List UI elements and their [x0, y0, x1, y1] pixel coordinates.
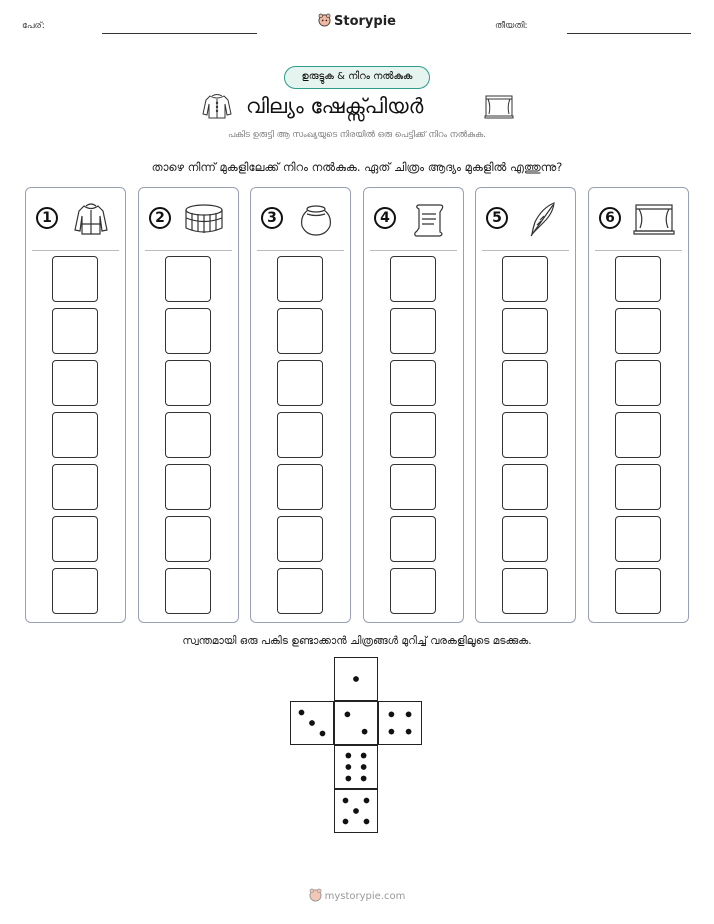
instruction: താഴെ നിന്ന് മുകളിലേക്ക് നിറം നൽകുക. ഏത് ചിത്രം ആദ്യം മുകളിൽ എത്തുന്നു? [151, 160, 563, 174]
color-box[interactable] [165, 516, 211, 562]
stage-curtain-icon [633, 200, 675, 238]
color-box[interactable] [615, 256, 661, 302]
color-box[interactable] [165, 464, 211, 510]
die-pip [320, 731, 326, 737]
die-pip [361, 764, 367, 770]
color-box[interactable] [52, 464, 98, 510]
color-box[interactable] [502, 412, 548, 458]
color-box[interactable] [165, 568, 211, 614]
column-4 [363, 187, 464, 623]
subtitle: പകിട ഉരുട്ടി ആ സംഖ്യയുടെ നിരയിൽ ഒരു പെട്ടിക്ക് നിറം നൽകുക. [228, 130, 486, 140]
color-box[interactable] [502, 568, 548, 614]
column-number: 6 [599, 207, 621, 229]
die-pip [299, 710, 305, 716]
quill-feather-icon [520, 200, 562, 238]
die-pips [335, 746, 377, 788]
die-pip [346, 776, 352, 782]
die-pip [406, 729, 412, 735]
die-face-3 [290, 701, 334, 745]
die-instruction: സ്വന്തമായി ഒരു പകിട ഉണ്ടാക്കാൻ ചിത്രങ്ങൾ മുറിച്ച് വരകളിലൂടെ മടക്കുക. [182, 635, 532, 647]
color-box[interactable] [502, 308, 548, 354]
die-pips [291, 702, 333, 744]
die-face-6 [334, 745, 378, 789]
color-box[interactable] [165, 256, 211, 302]
column-number: 4 [374, 207, 396, 229]
color-box[interactable] [165, 412, 211, 458]
name-line[interactable] [102, 33, 257, 34]
die-pip [364, 798, 370, 804]
storypie-mascot-icon [318, 13, 331, 27]
column-number: 1 [36, 207, 58, 229]
die-pip [361, 776, 367, 782]
color-box[interactable] [390, 412, 436, 458]
die-pip [406, 712, 412, 718]
column-divider [257, 250, 344, 251]
color-box[interactable] [52, 568, 98, 614]
ink-pot-icon [295, 200, 337, 238]
storypie-mascot-icon [309, 888, 322, 902]
color-box[interactable] [277, 464, 323, 510]
column-5 [475, 187, 576, 623]
die-pip [309, 720, 315, 726]
column-3 [250, 187, 351, 623]
color-box[interactable] [52, 516, 98, 562]
color-box[interactable] [390, 360, 436, 406]
die-pip [346, 753, 352, 759]
globe-theatre-icon [183, 200, 225, 238]
title-text: വില്യം ഷേക്സ്പിയർ [246, 94, 424, 118]
column-divider [370, 250, 457, 251]
color-box[interactable] [502, 256, 548, 302]
color-box[interactable] [277, 516, 323, 562]
die-face-4 [378, 701, 422, 745]
column-number: 5 [486, 207, 508, 229]
color-box[interactable] [615, 360, 661, 406]
footer-url[interactable]: mystorypie.com [324, 891, 406, 902]
die-pip [353, 676, 359, 682]
name-label: പേര്: [22, 21, 45, 31]
color-box[interactable] [277, 568, 323, 614]
color-box[interactable] [277, 308, 323, 354]
die-pip [353, 808, 359, 814]
brand-logo [0, 13, 714, 29]
die-face-2 [334, 701, 378, 745]
die-pip [345, 712, 351, 718]
color-box[interactable] [615, 464, 661, 510]
brand-name: Storypie [334, 14, 396, 29]
color-box[interactable] [615, 308, 661, 354]
color-box[interactable] [390, 516, 436, 562]
color-box[interactable] [390, 464, 436, 510]
color-box[interactable] [52, 256, 98, 302]
color-box[interactable] [615, 568, 661, 614]
column-divider [145, 250, 232, 251]
color-box[interactable] [52, 412, 98, 458]
color-box[interactable] [277, 256, 323, 302]
scroll-icon [408, 200, 450, 238]
column-1 [25, 187, 126, 623]
doublet-costume-icon [200, 92, 234, 122]
color-box[interactable] [52, 308, 98, 354]
color-box[interactable] [165, 308, 211, 354]
die-pip [361, 753, 367, 759]
color-box[interactable] [390, 256, 436, 302]
column-number: 2 [149, 207, 171, 229]
color-box[interactable] [390, 308, 436, 354]
color-box[interactable] [615, 516, 661, 562]
die-pip [389, 729, 395, 735]
die-pip [389, 712, 395, 718]
color-box[interactable] [502, 360, 548, 406]
die-pip [362, 729, 368, 735]
die-pip [346, 764, 352, 770]
column-2 [138, 187, 239, 623]
date-line[interactable] [567, 33, 691, 34]
color-box[interactable] [615, 412, 661, 458]
die-pips [335, 790, 377, 832]
die-pips [379, 702, 421, 744]
activity-badge: ഉരുട്ടുക & നിറം നൽകുക [284, 66, 430, 89]
color-box[interactable] [390, 568, 436, 614]
column-number: 3 [261, 207, 283, 229]
column-6 [588, 187, 689, 623]
color-box[interactable] [52, 360, 98, 406]
column-divider [32, 250, 119, 251]
stage-curtain-icon [484, 94, 514, 120]
die-face-1 [334, 657, 378, 701]
date-label: തീയതി: [495, 21, 528, 31]
column-divider [595, 250, 682, 251]
doublet-costume-icon [70, 200, 112, 238]
die-pips [335, 702, 377, 744]
color-box[interactable] [502, 464, 548, 510]
color-box[interactable] [277, 360, 323, 406]
die-pips [335, 658, 377, 700]
die-face-5 [334, 789, 378, 833]
color-box[interactable] [502, 516, 548, 562]
footer [0, 888, 714, 902]
color-box[interactable] [277, 412, 323, 458]
color-box[interactable] [165, 360, 211, 406]
die-pip [343, 819, 349, 825]
column-divider [482, 250, 569, 251]
die-pip [364, 819, 370, 825]
die-pip [343, 798, 349, 804]
page-title [200, 92, 520, 122]
